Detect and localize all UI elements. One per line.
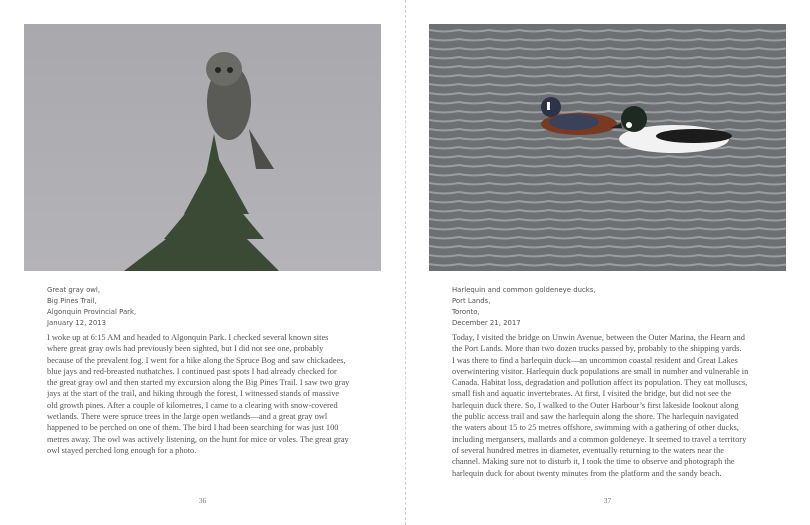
water-ripple [429, 147, 786, 149]
caption-line: Big Pines Trail, [47, 297, 97, 305]
body-line: wetlands. There were spruce trees in the large open wetlands—and a great gray owl [47, 412, 328, 422]
body-line: the Port Lands. More than two dozen trucks passed by, probably to the shipping yards. [452, 344, 742, 354]
body-line: owl stayed perched long enough for a photo. [47, 445, 197, 455]
water-ripple [429, 111, 786, 113]
page-number: 37 [603, 496, 612, 505]
body-line: blue jays and red-breasted nuthatches. I continued past spots I had already checked for [47, 366, 337, 376]
caption-line: Toronto, [452, 308, 480, 316]
body-text [452, 332, 748, 479]
water-ripple [429, 237, 786, 239]
body-line: happened to be perched on one of them. The bird I had been searching for was just 100 [47, 423, 339, 433]
water-ripple [429, 93, 786, 95]
water-ripple [429, 30, 786, 32]
great-gray-owl-photo [24, 24, 381, 271]
body-line: the public access trail and saw the harlequin along the shore. The harlequin navigated [452, 412, 739, 422]
body-line: channel. Making sure not to disturb it, I took the time to observe and photograph the [452, 457, 735, 467]
water-ripple [429, 66, 786, 68]
harlequin-and-goldeneye-ducks-photo [429, 24, 786, 271]
water-ripple [429, 264, 786, 266]
body-line: old growth pines. After a couple of kilometres, I came to a clearing with snow-covered [47, 400, 338, 410]
water-ripple [429, 201, 786, 203]
body-line: including mergansers, mallards and a common goldeneye. It seemed to travel a territory [452, 434, 747, 444]
caption-line: Algonquin Provincial Park, [47, 308, 137, 316]
water-ripple [429, 219, 786, 221]
caption-line: Great gray owl, [47, 286, 101, 294]
water-ripple [429, 246, 786, 248]
photo-caption [452, 285, 596, 329]
caption-date: December 21, 2017 [452, 319, 521, 327]
body-line: I woke up at 6:15 AM and headed to Algonquin Park. I checked several known sites [47, 333, 329, 342]
body-line: the great gray owl and then started my excursion along the Big Pines Trail. I saw two gray [47, 378, 350, 388]
water-ripple [429, 75, 786, 77]
water-ripple [429, 57, 786, 59]
water-ripple [429, 84, 786, 86]
body-line: Today, I visited the bridge on Unwin Avenue, between the Outer Marina, the Hearn and [452, 333, 745, 342]
page-number: 36 [198, 496, 207, 505]
body-line: the waters about 15 to 25 metres offshore, swimming with a gathering of other ducks, [452, 423, 739, 433]
body-line: I was there to find a harlequin duck—an uncommon coastal resident and Great Lakes [452, 355, 738, 365]
water-ripple [429, 39, 786, 41]
caption-line: Harlequin and common goldeneye ducks, [452, 286, 596, 294]
body-line: harlequin duck for about twenty minutes from the platform and the sandy beach. [452, 468, 722, 478]
body-line: where great gray owls had previously been sighted, but I did not see one, probably [47, 344, 324, 354]
body-line: of several hundred metres in diameter, eventually returning to the waters near the [452, 445, 724, 455]
water-ripple [429, 174, 786, 176]
water-ripple [429, 210, 786, 212]
body-line: metres away. The owl was actively listening, on the hunt for mice or voles. The great gray [47, 434, 349, 444]
caption-date: January 12, 2013 [47, 319, 106, 327]
water-ripple [429, 183, 786, 185]
water-ripple [429, 228, 786, 230]
body-text [47, 332, 349, 456]
water-ripple [429, 165, 786, 167]
body-line: small fish and aquatic invertebrates. At first, I visited the bridge, but did not see the [452, 389, 732, 399]
right-page [405, 0, 810, 525]
water-ripple [429, 156, 786, 158]
water-ripple [429, 48, 786, 50]
water-ripple [429, 255, 786, 257]
water-ripple [429, 138, 786, 140]
body-line: Canada. Habitat loss, degradation and pollution affect its population. They eat molluscs, [452, 378, 748, 388]
body-line: jays at the start of the trail, and hiking through the forest, I witnessed stands of massive [47, 389, 340, 399]
water-ripple [429, 192, 786, 194]
body-line: because of the prevalent fog. I went for a hike along the Spruce Bog and saw chickadees, [47, 355, 346, 365]
body-line: harlequin duck there. So, I walked to the Outer Harbour’s first lakeside lookout along [452, 400, 739, 410]
water-ripple [429, 102, 786, 104]
photo-caption [47, 285, 136, 329]
body-line: overwintering visitor. Harlequin duck populations are small in number and vulnerable in [452, 366, 749, 376]
caption-line: Port Lands, [452, 297, 491, 305]
